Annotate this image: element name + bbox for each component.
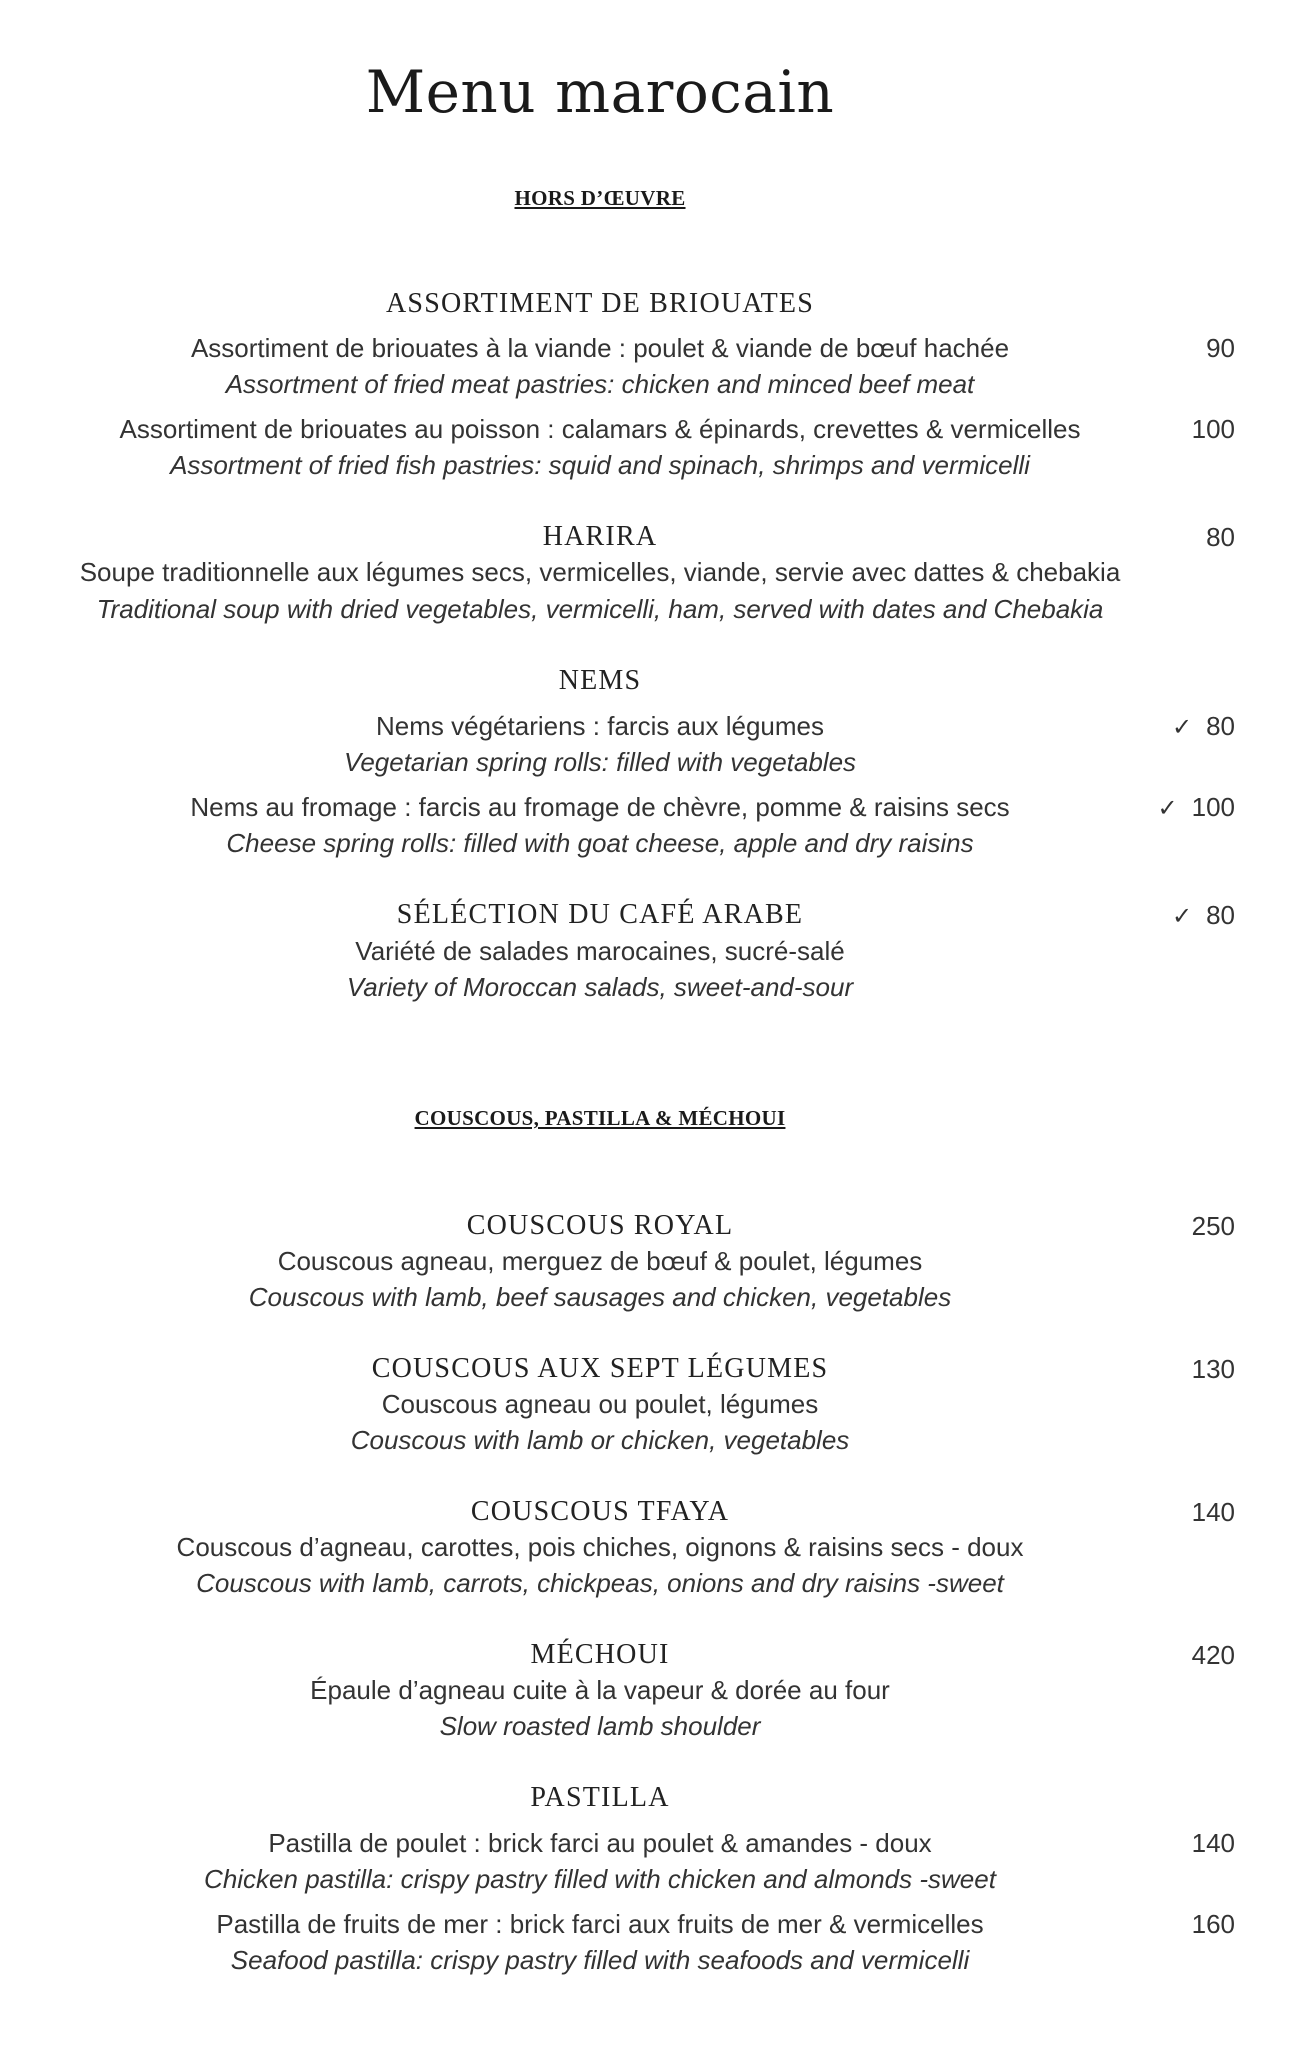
dish-description-en: Vegetarian spring rolls: filled with vegetables xyxy=(343,747,857,777)
dish-description-en: Cheese spring rolls: filled with goat cheese, apple and dry raisins xyxy=(226,828,974,858)
dish-price: 90 xyxy=(1206,333,1235,363)
dish-description-fr: Épaule d’agneau cuite à la vapeur & dorée au four xyxy=(310,1675,890,1705)
dish-description-en: Couscous with lamb or chicken, vegetables xyxy=(350,1425,850,1455)
dish-description-en: Couscous with lamb, beef sausages and chicken, vegetables xyxy=(248,1282,952,1312)
dish-price: 100 xyxy=(1191,414,1235,444)
checkmark-icon: ✓ xyxy=(1157,794,1178,822)
dish-description-en: Assortment of fried fish pastries: squid and spinach, shrimps and vermicelli xyxy=(170,450,1030,480)
price-value: 80 xyxy=(1206,711,1235,741)
dish-price: 250 xyxy=(1191,1211,1235,1241)
dish-description-en: Seafood pastilla: crispy pastry filled with seafoods and vermicelli xyxy=(230,1945,970,1975)
dish-price xyxy=(1172,900,1235,931)
dish-description-en: Traditional soup with dried vegetables, vermicelli, ham, served with dates and Chebakia xyxy=(96,594,1104,624)
dish-description-en: Chicken pastilla: crispy pastry filled with chicken and almonds -sweet xyxy=(204,1864,996,1894)
dish-description-fr: Variété de salades marocaines, sucré-salé xyxy=(355,936,845,966)
dish-description-fr: Nems au fromage : farcis au fromage de chèvre, pomme & raisins secs xyxy=(190,792,1010,822)
dish-price xyxy=(1172,711,1235,742)
checkmark-icon: ✓ xyxy=(1171,902,1193,930)
dish-price: 140 xyxy=(1191,1497,1235,1527)
dish-description-fr: Assortiment de briouates au poisson : calamars & épinards, crevettes & vermicelles xyxy=(119,414,1081,444)
dish-name-harira: HARIRA xyxy=(542,521,658,552)
dish-price: 140 xyxy=(1191,1828,1235,1858)
dish-name-mechoui: MÉCHOUI xyxy=(530,1639,670,1670)
dish-price: 130 xyxy=(1191,1354,1235,1384)
section-heading-couscous-pastilla-mechoui: COUSCOUS, PASTILLA & MÉCHOUI xyxy=(414,1106,786,1130)
dish-description-fr: Pastilla de fruits de mer : brick farci aux fruits de mer & vermicelles xyxy=(216,1909,984,1939)
dish-description-en: Slow roasted lamb shoulder xyxy=(439,1711,761,1741)
dish-name-couscous-sept-legumes: COUSCOUS AUX SEPT LÉGUMES xyxy=(371,1353,829,1384)
dish-name-pastilla: PASTILLA xyxy=(530,1782,670,1813)
price-value: 80 xyxy=(1206,900,1235,930)
dish-name-couscous-tfaya: COUSCOUS TFAYA xyxy=(470,1496,730,1527)
dish-description-en: Assortment of fried meat pastries: chicken and minced beef meat xyxy=(225,369,975,399)
dish-description-fr: Couscous d’agneau, carottes, pois chiches, oignons & raisins secs - doux xyxy=(176,1532,1024,1562)
dish-name-nems: NEMS xyxy=(558,665,642,696)
dish-name-briouates: ASSORTIMENT DE BRIOUATES xyxy=(386,288,814,319)
dish-price: 160 xyxy=(1191,1909,1235,1939)
dish-description-en: Variety of Moroccan salads, sweet-and-sour xyxy=(346,972,854,1002)
dish-description-fr: Couscous agneau, merguez de bœuf & poulet, légumes xyxy=(277,1246,923,1276)
dish-description-fr: Soupe traditionnelle aux légumes secs, vermicelles, viande, servie avec dattes & chebakia xyxy=(79,557,1121,587)
dish-description-fr: Nems végétariens : farcis aux légumes xyxy=(376,711,824,741)
dish-description-fr: Pastilla de poulet : brick farci au poulet & amandes - doux xyxy=(268,1828,932,1858)
dish-name-couscous-royal: COUSCOUS ROYAL xyxy=(466,1210,734,1241)
dish-price xyxy=(1158,792,1236,823)
section-heading-hors-doeuvre: HORS D’ŒUVRE xyxy=(514,186,686,210)
dish-description-en: Couscous with lamb, carrots, chickpeas, onions and dry raisins -sweet xyxy=(196,1568,1004,1598)
menu-title: Menu marocain xyxy=(365,58,835,126)
dish-price: 420 xyxy=(1191,1640,1235,1670)
dish-name-selection-cafe-arabe: SÉLÉCTION DU CAFÉ ARABE xyxy=(396,899,804,930)
dish-price: 80 xyxy=(1206,522,1235,552)
price-value: 100 xyxy=(1191,792,1235,822)
dish-description-fr: Assortiment de briouates à la viande : poulet & viande de bœuf hachée xyxy=(190,333,1010,363)
dish-description-fr: Couscous agneau ou poulet, légumes xyxy=(381,1389,819,1419)
checkmark-icon: ✓ xyxy=(1171,713,1193,741)
